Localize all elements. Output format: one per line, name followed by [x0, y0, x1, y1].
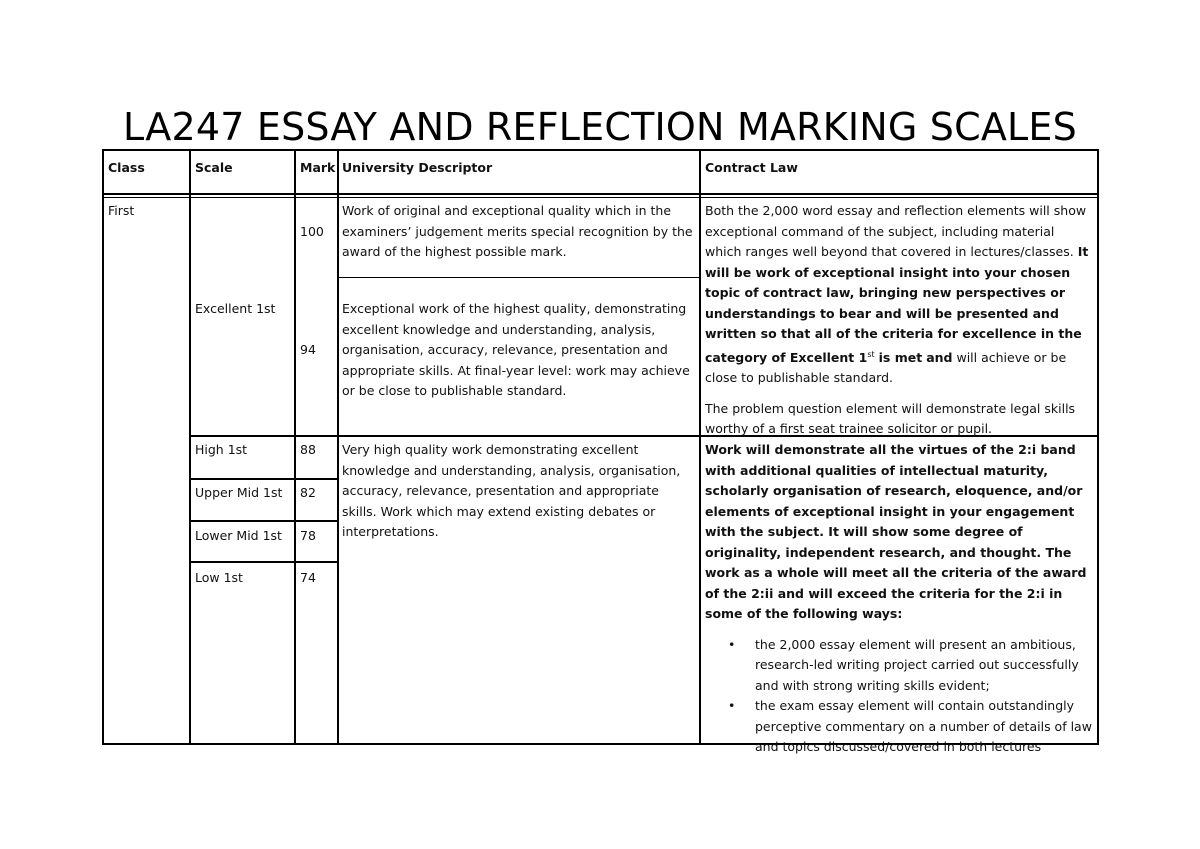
- descriptor-94: Exceptional work of the highest quality, demonstrating excellent knowledge and understanding, analysis, organisation, accuracy, relevance, presentation and appropriate skills. At final-year level: work may achieve or be close to publishable standard.: [342, 301, 690, 398]
- contract-excellent-text-b: It will be work of exceptional insight into your chosen topic of contract law, bringing new perspectives or understandings to bear and will be presented and written so that all of the criteria for excellence in the category of Excellent 1: [705, 244, 1089, 365]
- mark-74: 74: [300, 570, 316, 585]
- list-item: • the 2,000 essay element will present an ambitious, research-led writing project carried out successfully and with strong writing skills evident;: [705, 635, 1093, 697]
- class-first: First: [108, 203, 135, 218]
- header-scale: Scale: [195, 160, 233, 175]
- header-university-descriptor: University Descriptor: [342, 160, 493, 175]
- header-class: Class: [108, 160, 145, 175]
- column-divider: [294, 151, 296, 743]
- header-contract-law: Contract Law: [705, 160, 798, 175]
- mark-78: 78: [300, 528, 316, 543]
- header-mark: Mark: [300, 160, 336, 175]
- mark-94: 94: [300, 342, 316, 357]
- list-item: • the exam essay element will contain outstandingly perceptive commentary on a number of details of law and topics discussed/covered in both lectures: [705, 696, 1093, 758]
- page-title: LA247 ESSAY AND REFLECTION MARKING SCALES: [123, 105, 1077, 149]
- contract-criteria-list: [705, 635, 1093, 758]
- scale-high-1st: High 1st: [195, 442, 248, 457]
- contract-excellent-paragraph: [705, 201, 1093, 389]
- mark-82: 82: [300, 485, 316, 500]
- scale-upper-mid-1st: Upper Mid 1st: [195, 485, 283, 500]
- contract-problem-question-paragraph: The problem question element will demonstrate legal skills worthy of a first seat trainee solicitor or pupil.: [705, 400, 1076, 437]
- descriptor-88: Very high quality work demonstrating excellent knowledge and understanding, analysis, organisation, accuracy, relevance, presentation and appropriate skills. Work which may extend existing debates or interpretations.: [342, 442, 681, 539]
- contract-high-intro: Work will demonstrate all the virtues of the 2:i band with additional qualities of intellectual maturity, scholarly organisation of research, eloquence, and/or elements of exceptional insight in your engagement with the subject. It will show some degree of originality, independent research, and thought. The work as a whole will meet all the criteria of the award of the 2:ii and will exceed the criteria for the 2:i in some of the following ways:: [705, 442, 1087, 621]
- scale-excellent-1st: Excellent 1st: [195, 301, 276, 316]
- scale-low-1st: Low 1st: [195, 570, 243, 585]
- mark-100: 100: [300, 224, 324, 239]
- contract-excellent-text-a: Both the 2,000 word essay and reflection elements will show exceptional command of the subject, including material which ranges well beyond that covered in lectures/classes.: [705, 203, 1087, 259]
- descriptor-100: Work of original and exceptional quality which in the examiners’ judgement merits special recognition by the award of the highest possible mark.: [342, 203, 693, 259]
- mark-88: 88: [300, 442, 316, 457]
- contract-excellent-text: [705, 201, 1093, 440]
- column-divider: [337, 151, 339, 743]
- superscript-st: st: [867, 349, 875, 359]
- row-divider: [337, 277, 699, 278]
- scale-lower-mid-1st: Lower Mid 1st: [195, 528, 282, 543]
- contract-excellent-text-c: is met: [878, 349, 923, 365]
- column-divider: [699, 151, 701, 743]
- marking-scales-table: [102, 149, 1099, 754]
- contract-high-text: [705, 440, 1093, 758]
- row-divider: [189, 561, 337, 563]
- contract-excellent-and: and: [926, 349, 953, 365]
- contract-excellent-text-d: will achieve or be close to publishable standard.: [705, 349, 1067, 386]
- header-row-divider: [104, 193, 1097, 195]
- header-row-divider: [104, 197, 1097, 198]
- row-divider: [189, 478, 337, 480]
- row-divider: [189, 520, 337, 522]
- column-divider: [189, 151, 191, 743]
